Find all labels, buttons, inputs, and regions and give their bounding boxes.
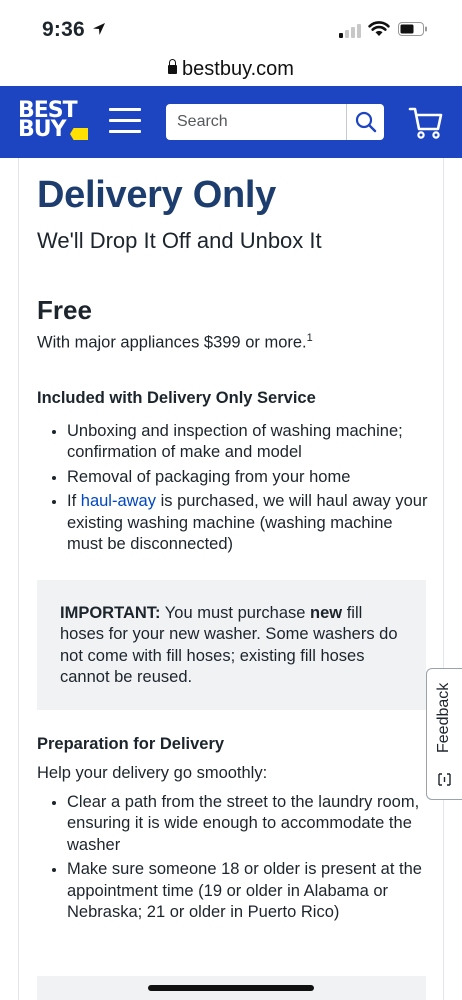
logo-line-2: BUY <box>18 117 66 142</box>
search-box <box>166 104 384 140</box>
preparation-intro: Help your delivery go smoothly: <box>37 763 268 782</box>
important-label: IMPORTANT: <box>60 603 161 622</box>
feedback-tab[interactable] <box>426 668 462 800</box>
footnote-marker[interactable]: 1 <box>306 332 313 344</box>
list-item: • If haul-away is purchased, we will haul away your existing washing machine (washing machine must be disconnected) <box>67 491 429 556</box>
price: Free <box>37 295 92 325</box>
address-bar[interactable] <box>0 58 462 86</box>
list-item: • Make sure someone 18 or older is present at the appointment time (19 or older in Alabama or Nebraska; 21 or older in Puerto Rico) <box>67 859 429 924</box>
cellular-signal-icon <box>339 24 361 38</box>
page-subtitle: We'll Drop It Off and Unbox It <box>37 228 322 253</box>
status-time: 9:36 <box>42 18 85 41</box>
important-notice: IMPORTANT: You must purchase new fill hoses for your new washer. Some washers do not come with fill hoses; existing fill hoses cannot be reused. <box>37 580 426 710</box>
haul-away-link[interactable]: haul-away <box>80 492 156 510</box>
search-button[interactable] <box>346 104 384 140</box>
list-item: • Removal of packaging from your home <box>67 467 429 489</box>
lock-icon <box>168 65 177 74</box>
site-header <box>0 86 462 158</box>
status-bar <box>0 0 462 58</box>
menu-icon[interactable] <box>109 108 141 134</box>
preparation-heading: Preparation for Delivery <box>37 734 225 753</box>
location-arrow-icon <box>92 22 106 36</box>
page-title: Delivery Only <box>37 174 276 216</box>
included-heading: Included with Delivery Only Service <box>37 388 316 407</box>
cart-icon[interactable] <box>408 104 444 140</box>
preparation-list <box>37 792 429 924</box>
feedback-label: Feedback <box>435 682 452 753</box>
price-note: With major appliances $399 or more.$^1$ <box>37 332 313 352</box>
url-text[interactable]: bestbuy.com <box>182 58 294 80</box>
search-input[interactable] <box>166 104 346 140</box>
home-indicator[interactable] <box>148 985 314 991</box>
logo-tag-icon <box>70 128 88 140</box>
main-content <box>37 158 429 927</box>
feedback-icon <box>438 773 451 786</box>
search-icon <box>355 111 377 133</box>
included-list <box>37 421 429 556</box>
best-buy-logo[interactable] <box>18 98 88 146</box>
list-item: • Clear a path from the street to the laundry room, ensuring it is wide enough to accommodate the washer <box>67 792 429 857</box>
battery-icon <box>398 22 428 36</box>
wifi-icon <box>368 21 390 37</box>
logo-line-1: BEST <box>18 98 77 123</box>
list-item: • Unboxing and inspection of washing machine; confirmation of make and model <box>67 421 429 464</box>
